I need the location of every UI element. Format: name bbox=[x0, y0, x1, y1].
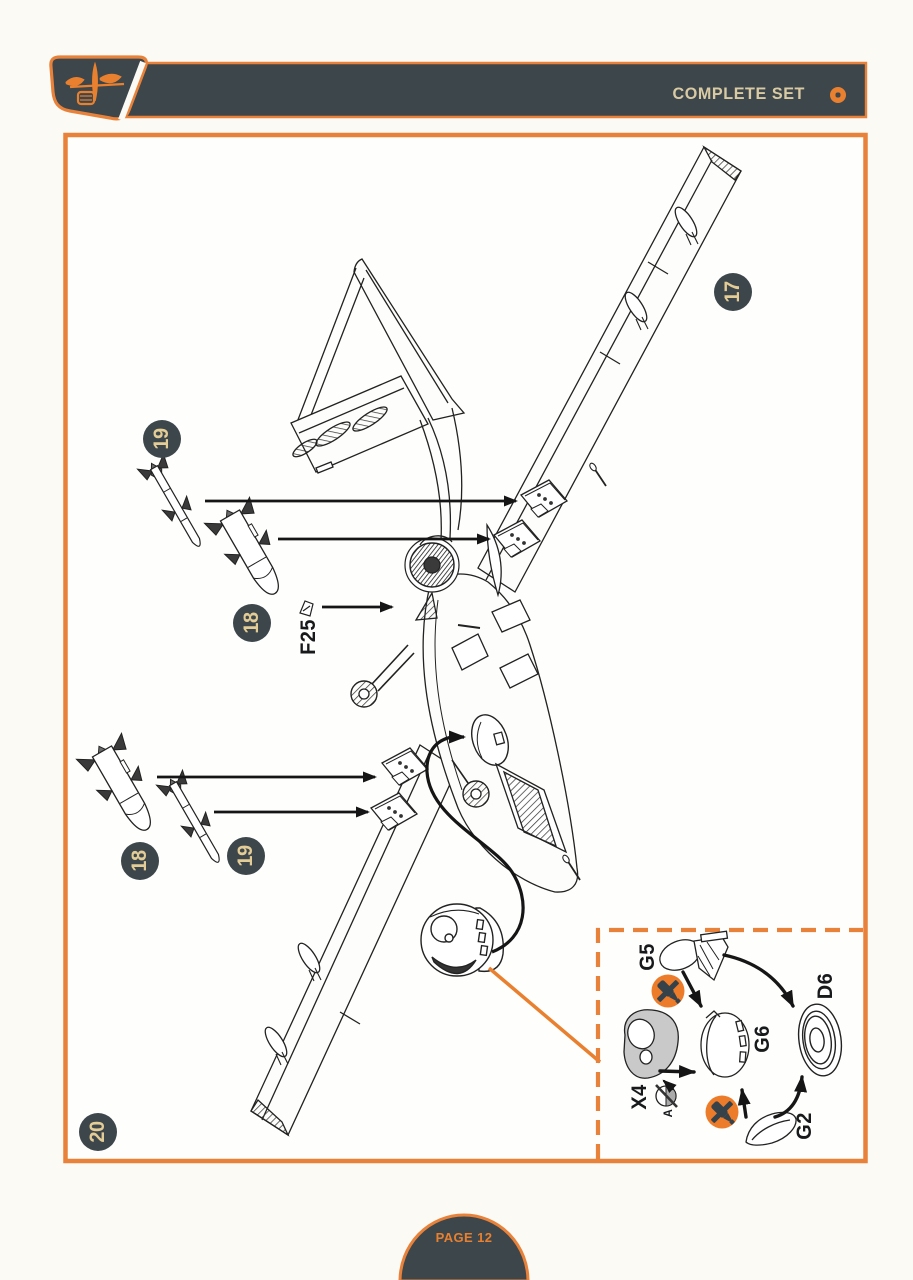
step-badge-19-bottom bbox=[227, 837, 265, 875]
step-number: 17 bbox=[720, 281, 744, 303]
inset-label-g5: G5 bbox=[636, 943, 659, 971]
inset-label-d6: D6 bbox=[814, 972, 837, 1000]
no-glue-icon-2 bbox=[706, 1096, 739, 1129]
step-number: 19 bbox=[233, 845, 257, 867]
step-badge-19-top bbox=[143, 420, 181, 458]
inset-label-g2: G2 bbox=[793, 1112, 816, 1140]
inset-label-a: A bbox=[661, 1108, 675, 1118]
inset-label-g6: G6 bbox=[751, 1025, 774, 1053]
step-badge-20 bbox=[79, 1113, 117, 1151]
page-number: PAGE 12 bbox=[435, 1230, 493, 1245]
orange-dot-icon bbox=[830, 87, 846, 103]
step-badge-18-top bbox=[233, 604, 271, 642]
part-label-f25: F25 bbox=[297, 619, 320, 655]
footer-tab-graphic bbox=[400, 1215, 528, 1280]
step-badge-18-bottom bbox=[121, 842, 159, 880]
step-number: 19 bbox=[149, 428, 173, 450]
header-title: COMPLETE SET bbox=[672, 84, 805, 103]
step-number: 18 bbox=[127, 850, 151, 872]
step-number: 20 bbox=[85, 1121, 109, 1143]
no-glue-icon-1 bbox=[652, 975, 685, 1008]
step-badge-17 bbox=[714, 273, 752, 311]
inset-label-x4: X4 bbox=[628, 1084, 651, 1110]
step-number: 18 bbox=[239, 612, 263, 634]
